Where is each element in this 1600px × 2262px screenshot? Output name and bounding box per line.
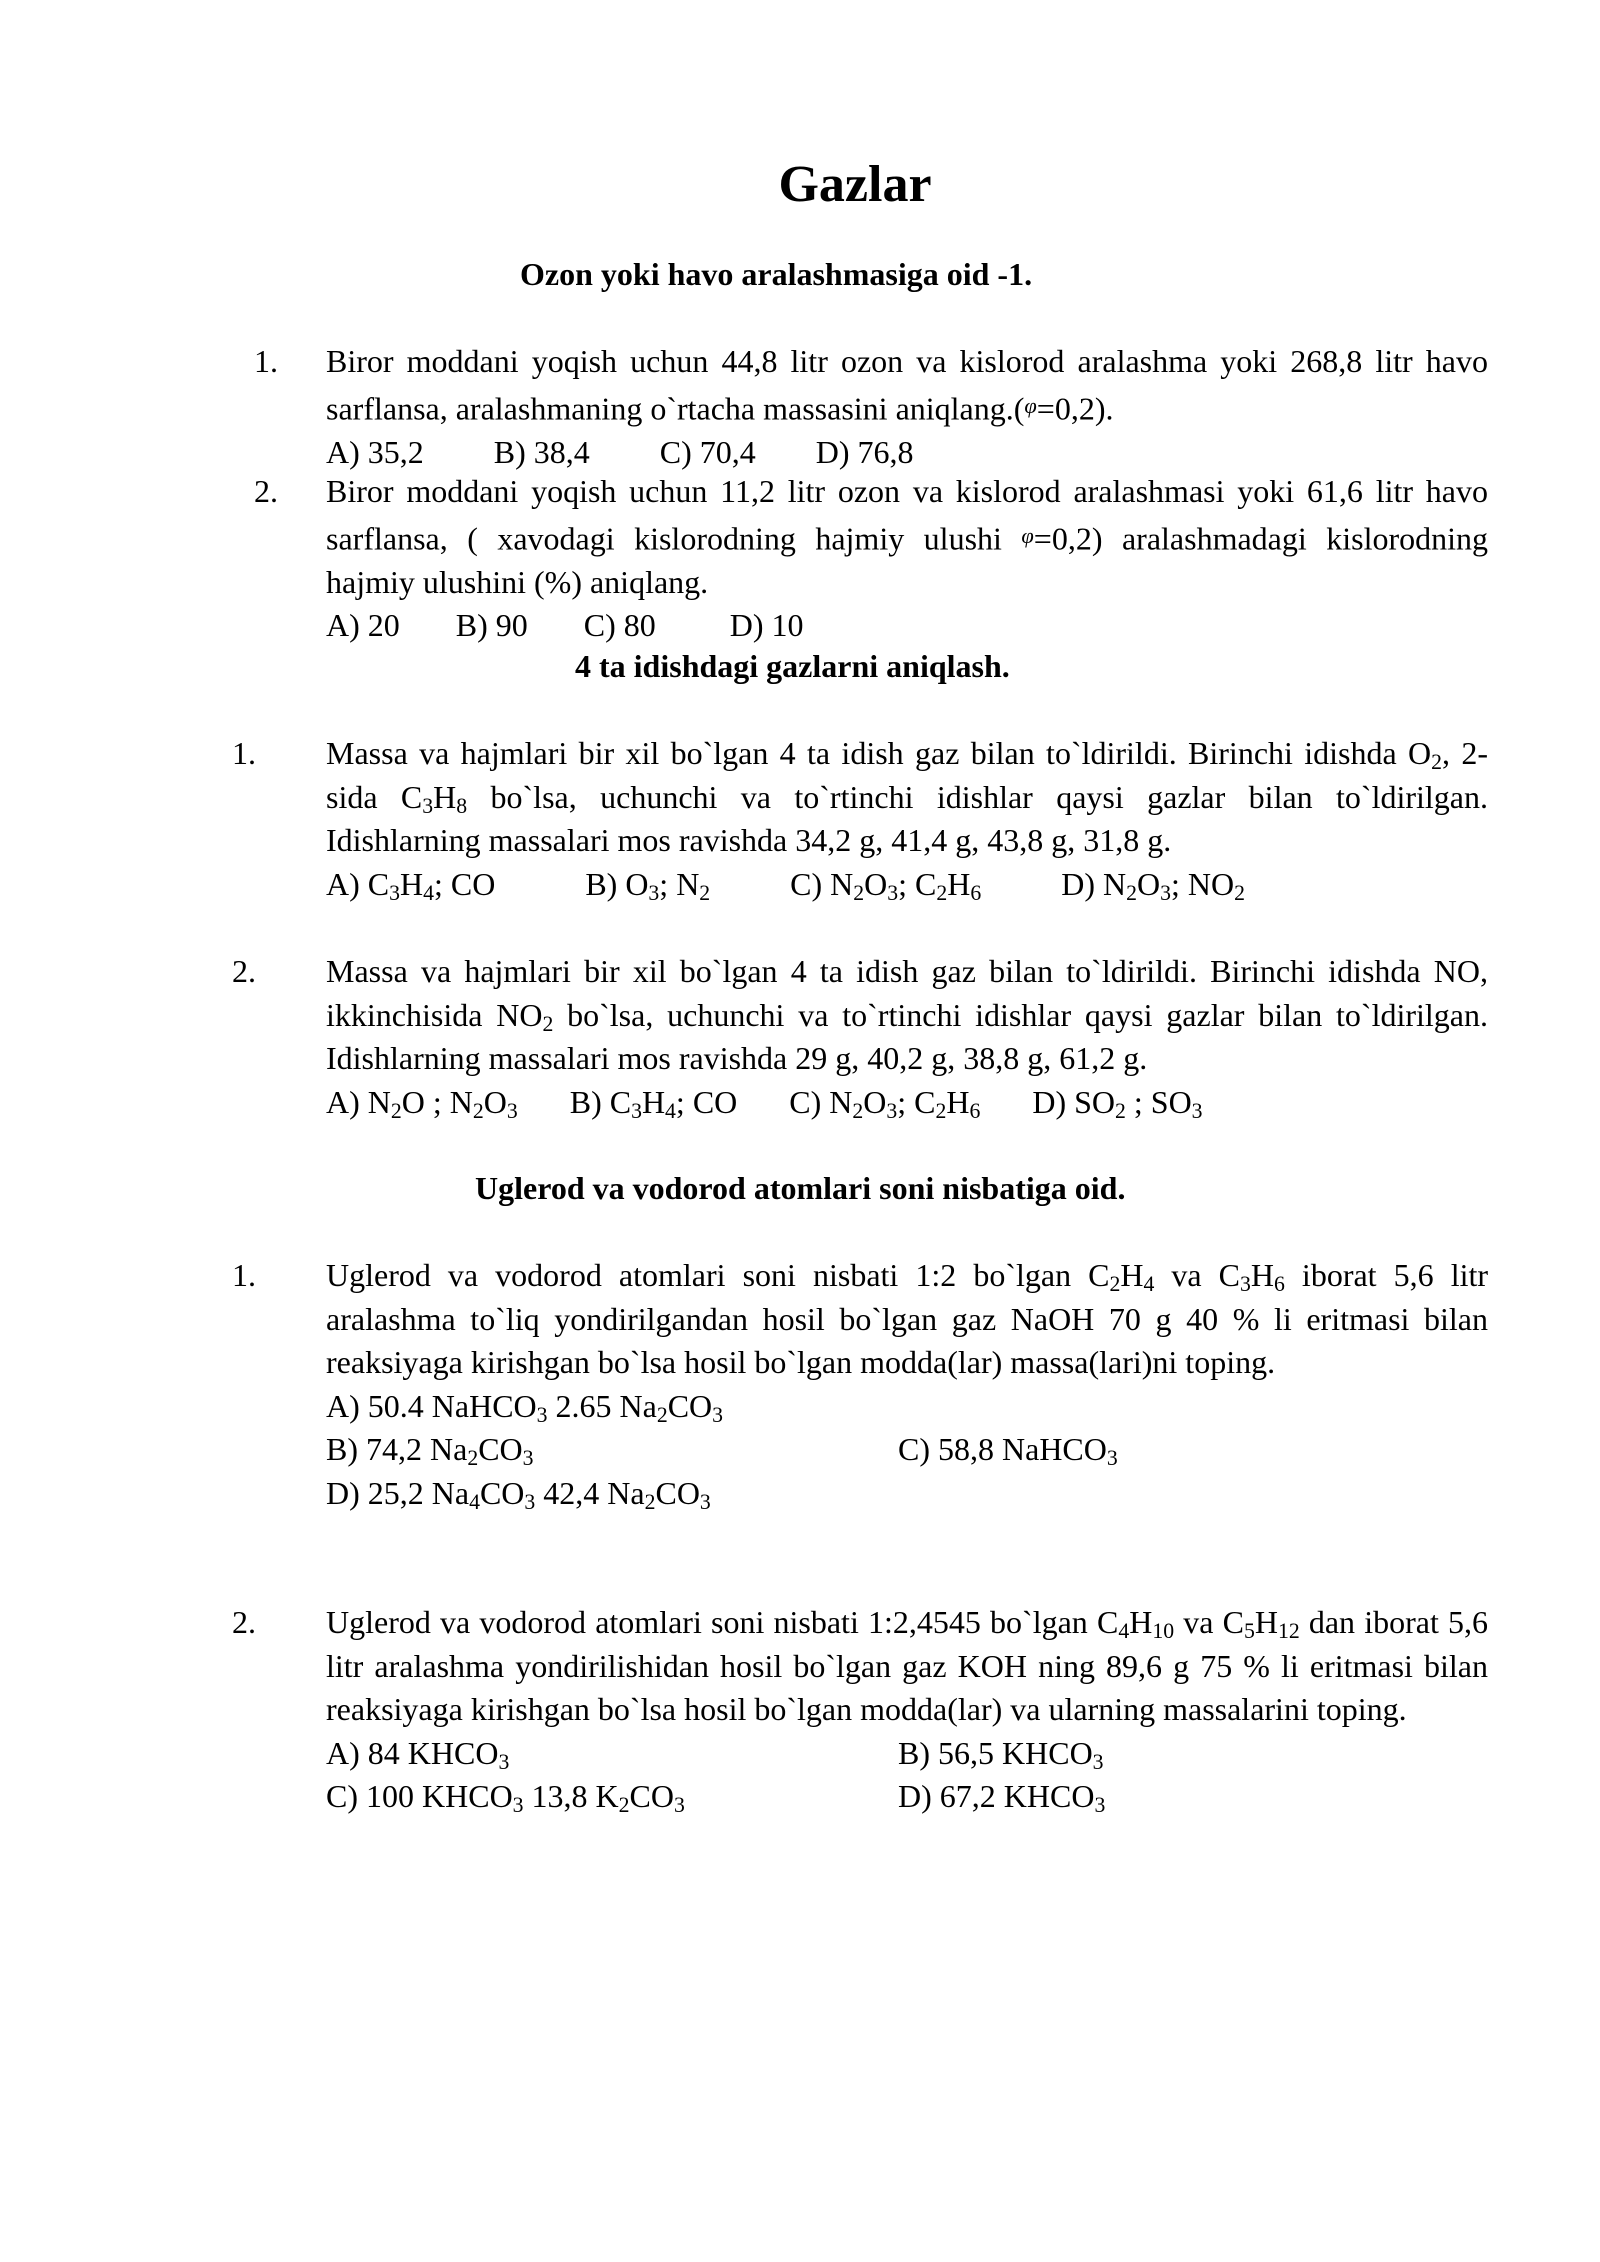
answer-option-c: C) 70,4 xyxy=(659,433,756,470)
question-body xyxy=(326,950,1488,1124)
question-body xyxy=(326,732,1488,906)
answer-options xyxy=(326,1081,1488,1125)
phi-symbol: φ xyxy=(1024,392,1037,418)
question-text: Uglerod va vodorod atomlari soni nisbati 1:2 bo`lgan $C_2H_4$ va $C_3H_6$ iborat 5,6 litr aralashma to`liq yondirilgandan hosil bo`lgan gaz NaOH 70 g 40 % li eritmasi bilan reaksiyaga kirishgan bo`lsa hosil bo`lgan modda(lar) massa(lari)ni toping. xyxy=(326,1257,1489,1380)
question-text: Massa va hajmlari bir xil bo`lgan 4 ta idish gaz bilan to`ldirildi. Birinchi idishda NO, ikkinchisida $NO_2$ bo`lsa, uchunchi va to`rtinchi idishlar qaysi gazlar bilan to`ldirilgan. Idishlarning massalari mos ravishda 29 g, 40,2 g, 38,8 g, 61,2 g. xyxy=(326,953,1489,1076)
question-text: Uglerod va vodorod atomlari soni nisbati 1:2,4545 bo`lgan $C_4H_{10}$ va $C_5H_{12}$ dan iborat 5,6 litr aralashma yondirilishidan hosil bo`lgan gaz KOH ning 89,6 g 75 % li eritmasi bilan reaksiyaga kirishgan bo`lsa hosil bo`lgan modda(lar) va ularning massalarini toping. xyxy=(326,1604,1489,1727)
answer-options xyxy=(326,1385,1488,1516)
question-number: 1. xyxy=(232,1257,256,1293)
answer-option-d: D) 25,2 $Na_4CO_3$ 42,4 $Na_2CO_3$ xyxy=(326,1474,711,1514)
question-number: 2. xyxy=(254,473,278,509)
section-heading-uglerod: Uglerod va vodorod atomlari soni nisbatiga oid. xyxy=(475,1170,1126,1206)
question-number: 1. xyxy=(254,343,278,379)
question-text: Biror moddani yoqish uchun 11,2 litr ozon va kislorod aralashmasi yoki 61,6 litr havo sarflansa, ( xavodagi kislorodning hajmiy ulushi $^\varphi$=0,2) aralashmadagi kislorodning hajmiy ulushini (%) aniqlang. xyxy=(326,473,1489,600)
question-number: 2. xyxy=(232,953,256,989)
question-body xyxy=(326,1601,1488,1819)
phi-symbol: φ xyxy=(1021,522,1034,548)
answer-option-b: B) 38,4 xyxy=(493,433,590,470)
section-heading-idish: 4 ta idishdagi gazlarni aniqlash. xyxy=(575,648,1010,684)
answer-option-b: B) $C_3H_4$; CO xyxy=(569,1083,738,1123)
answer-options xyxy=(326,604,1488,648)
answer-option-d: D) 10 xyxy=(729,607,804,644)
answer-option-b: B) 90 xyxy=(455,607,528,644)
question-body xyxy=(326,340,1488,474)
answer-option-d: D) $SO_2$ ; $SO_3$ xyxy=(1032,1083,1203,1123)
answer-option-a: A) 84 $KHCO_3$ xyxy=(326,1734,510,1774)
answer-option-d: D) 67,2 $KHCO_3$ xyxy=(898,1778,1106,1817)
answer-option-c: C) $N_2O_3$; $C_2H_6$ xyxy=(790,865,982,905)
question-body xyxy=(326,470,1488,648)
answer-option-d: D) $N_2O_3$; $NO_2$ xyxy=(1061,865,1245,905)
question-text: Massa va hajmlari bir xil bo`lgan 4 ta idish gaz bilan to`ldirildi. Birinchi idishda $O_2$, 2-sida $C_3H_8$ bo`lsa, uchunchi va to`rtinchi idishlar qaysi gazlar bilan to`ldirilgan. Idishlarning massalari mos ravishda 34,2 g, 41,4 g, 43,8 g, 31,8 g. xyxy=(326,735,1489,858)
answer-options xyxy=(326,1732,1488,1819)
question-text: Biror moddani yoqish uchun 44,8 litr ozon va kislorod aralashma yoki 268,8 litr havo sarflansa, aralashmaning o`rtacha massasini aniqlang.($^\varphi$=0,2). xyxy=(326,343,1488,427)
answer-options xyxy=(326,863,1488,907)
section-heading-ozon: Ozon yoki havo aralashmasiga oid -1. xyxy=(520,256,1033,292)
answer-option-a: A) 50.4 NaHCO$_3$ 2.65 $Na_2CO_3$ xyxy=(326,1387,724,1427)
answer-option-a: A) 35,2 xyxy=(326,433,424,470)
answer-option-b: B) $O_3$; $N_2$ xyxy=(585,865,711,905)
answer-option-a: A) $N_2O$ ; $N_2O_3$ xyxy=(326,1083,518,1123)
answer-option-b: B) 74,2 $Na_2CO_3$ xyxy=(326,1431,534,1470)
answer-option-b: B) 56,5 $KHCO_3$ xyxy=(898,1734,1104,1774)
answer-options xyxy=(326,431,1488,475)
page-title: Gazlar xyxy=(778,156,932,213)
answer-option-d: D) 76,8 xyxy=(815,433,914,470)
answer-option-c: C) $N_2O_3$; $C_2H_6$ xyxy=(789,1083,981,1123)
question-body xyxy=(326,1254,1488,1515)
answer-option-c: C) 58,8 NaHCO$_3$ xyxy=(898,1431,1118,1470)
answer-option-a: A) $C_3H_4$; CO xyxy=(326,865,496,905)
answer-option-a: A) 20 xyxy=(326,607,400,644)
question-number: 1. xyxy=(232,735,256,771)
answer-option-c: C) 100 $KHCO_3$ 13,8 $K_2CO_3$ xyxy=(326,1778,685,1817)
question-number: 2. xyxy=(232,1604,256,1640)
answer-option-c: C) 80 xyxy=(583,607,656,644)
